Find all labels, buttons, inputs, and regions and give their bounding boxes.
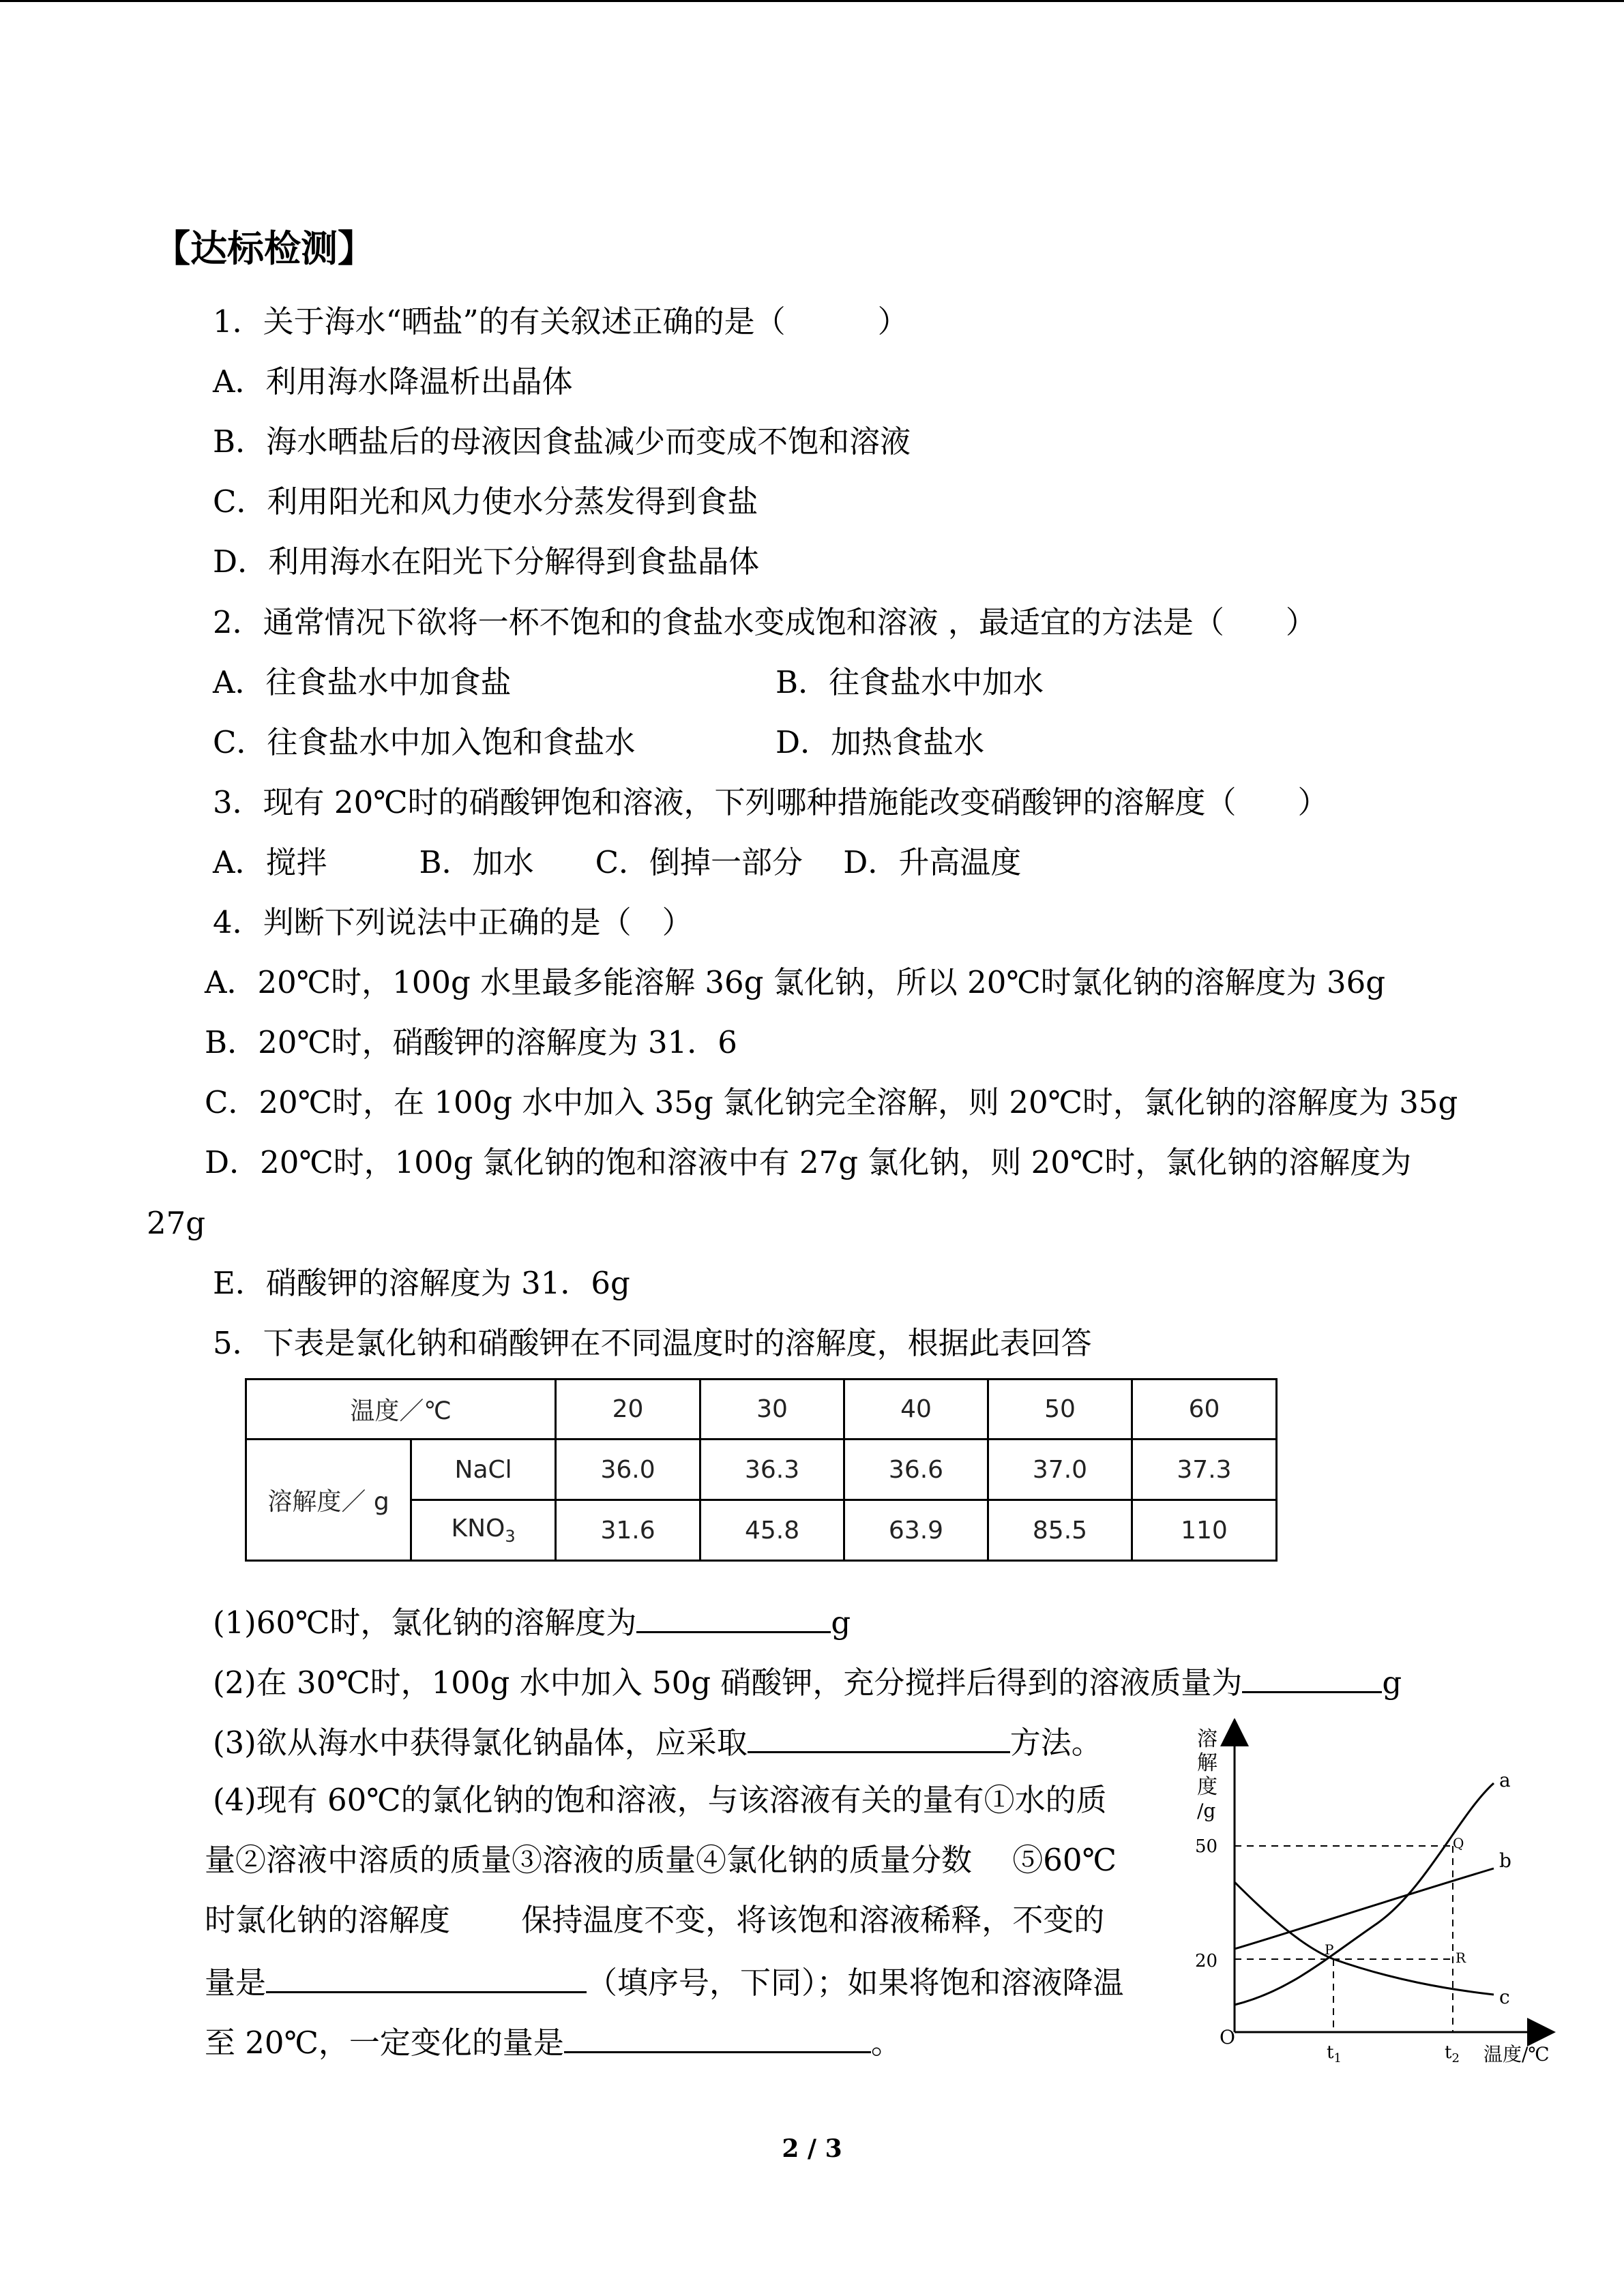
t2-label	[1445, 2042, 1460, 2066]
subquestion-4-text: 量是	[205, 1965, 267, 2001]
section-heading: 【达标检测】	[153, 227, 374, 270]
temp-cell: 30	[700, 1380, 844, 1440]
q4-option-d-cont: 27g	[147, 1205, 206, 1241]
answer-blank-1[interactable]	[636, 1600, 831, 1633]
q4-option-a: A．20℃时，100g 水里最多能溶解 36g 氯化钠，所以 20℃时氯化钠的溶解度为 36g	[205, 964, 1386, 1000]
kno3-value: 31.6	[556, 1500, 700, 1561]
temp-cell: 20	[556, 1380, 700, 1440]
curve-a	[1235, 1783, 1494, 2005]
kno3-label-text: KNO	[451, 1514, 505, 1542]
answer-blank-3[interactable]	[748, 1720, 1010, 1753]
y-axis-label: /g	[1197, 1800, 1216, 1822]
t1-text: t	[1327, 2042, 1334, 2063]
answer-blank-4[interactable]	[266, 1960, 587, 1993]
q1-option-c: C．利用阳光和风力使水分蒸发得到食盐	[213, 483, 758, 520]
q2-option-b: B．往食盐水中加水	[776, 664, 1044, 700]
nacl-value: 36.3	[700, 1440, 844, 1500]
curve-b-label: b	[1499, 1849, 1511, 1872]
kno3-label-subscript: 3	[505, 1527, 516, 1547]
subquestion-3-text: (3)欲从海水中获得氯化钠晶体，应采取	[213, 1725, 748, 1761]
nacl-value: 36.6	[844, 1440, 988, 1500]
t1-label	[1327, 2042, 1342, 2066]
curve-c-label: c	[1499, 1986, 1510, 2008]
q1-option-a: A．利用海水降温析出晶体	[213, 363, 573, 400]
subquestion-1-text: (1)60℃时，氯化钠的溶解度为	[213, 1605, 637, 1641]
table-header-row	[246, 1380, 1277, 1440]
subquestion-4-suffix: 。	[870, 2025, 902, 2061]
solubility-table	[245, 1378, 1278, 1562]
kno3-value: 85.5	[988, 1500, 1132, 1561]
point-p-label: P	[1325, 1941, 1334, 1958]
question-4: 4．判断下列说法中正确的是（ ）	[213, 904, 693, 940]
q2-option-c: C．往食盐水中加入饱和食盐水	[213, 724, 636, 760]
question-5: 5．下表是氯化钠和硝酸钾在不同温度时的溶解度，根据此表回答	[213, 1325, 1092, 1361]
solubility-label: 溶解度／ g	[246, 1440, 411, 1561]
q1-option-d: D．利用海水在阳光下分解得到食盐晶体	[213, 543, 760, 580]
nacl-value: 36.0	[556, 1440, 700, 1500]
point-r-label: R	[1456, 1950, 1466, 1966]
q3-options: A．搅拌 B．加水 C．倒掉一部分 D．升高温度	[213, 844, 1022, 880]
curve-c	[1235, 1882, 1494, 1995]
curve-a-label: a	[1499, 1769, 1511, 1791]
subquestion-1	[213, 1600, 851, 1641]
solubility-curve-graph	[1173, 1718, 1569, 2080]
kno3-label	[411, 1500, 556, 1561]
origin-label: O	[1220, 2026, 1235, 2048]
table-row	[246, 1440, 1277, 1500]
subquestion-2	[213, 1660, 1402, 1701]
t2-subscript: 2	[1451, 2051, 1460, 2066]
kno3-value: 45.8	[700, 1500, 844, 1561]
top-border	[0, 0, 1624, 2]
answer-blank-2[interactable]	[1242, 1660, 1382, 1693]
subquestion-3	[213, 1720, 1102, 1761]
q2-option-a: A．往食盐水中加食盐	[213, 664, 512, 700]
y-axis-label: 度	[1197, 1775, 1217, 1799]
subquestion-4-text: 至 20℃，一定变化的量是	[205, 2025, 564, 2061]
q4-option-d: D．20℃时，100g 氯化钠的饱和溶液中有 27g 氯化钠，则 20℃时，氯化钠的溶解度为	[205, 1144, 1412, 1180]
subquestion-4-text-cont: （填序号，下同）；如果将饱和溶液降温	[587, 1965, 1124, 2001]
q2-option-d: D．加热食盐水	[776, 724, 985, 760]
nacl-value: 37.0	[988, 1440, 1132, 1500]
q4-option-b: B．20℃时，硝酸钾的溶解度为 31．6	[205, 1024, 737, 1060]
subquestion-4-line2: 量②溶液中溶质的质量③溶液的质量④氯化钠的质量分数 ⑤60℃	[205, 1842, 1117, 1878]
t1-subscript: 1	[1333, 2051, 1342, 2066]
question-2: 2．通常情况下欲将一杯不饱和的食盐水变成饱和溶液 ，最适宜的方法是（ ）	[213, 604, 1316, 640]
temp-cell: 40	[844, 1380, 988, 1440]
nacl-label: NaCl	[411, 1440, 556, 1500]
temp-cell: 60	[1132, 1380, 1276, 1440]
q1-option-b: B．海水晒盐后的母液因食盐减少而变成不饱和溶液	[213, 423, 911, 460]
page-number: 2 / 3	[782, 2134, 842, 2163]
answer-blank-5[interactable]	[564, 2020, 871, 2053]
kno3-value: 63.9	[844, 1500, 988, 1561]
x-axis-label: 温度/℃	[1483, 2043, 1550, 2066]
subquestion-1-unit: g	[831, 1605, 851, 1641]
tick-50: 50	[1195, 1836, 1218, 1857]
subquestion-3-suffix: 方法。	[1009, 1725, 1102, 1761]
subquestion-4-line1: (4)现有 60℃的氯化钠的饱和溶液，与该溶液有关的量有①水的质	[213, 1782, 1107, 1818]
subquestion-4-line5	[205, 2020, 902, 2061]
subquestion-4-line3: 时氯化钠的溶解度 保持温度不变，将该饱和溶液稀释，不变的	[205, 1902, 1105, 1938]
y-axis-label: 溶	[1197, 1727, 1217, 1751]
subquestion-4-line4	[205, 1960, 1124, 2001]
subquestion-2-text: (2)在 30℃时，100g 水中加入 50g 硝酸钾，充分搅拌后得到的溶液质量为	[213, 1665, 1243, 1701]
question-1: 1．关于海水“晒盐”的有关叙述正确的是（ ）	[213, 303, 909, 340]
nacl-value: 37.3	[1132, 1440, 1276, 1500]
q4-option-c: C．20℃时，在 100g 水中加入 35g 氯化钠完全溶解，则 20℃时，氯化钠的溶解度为 35g	[205, 1084, 1458, 1120]
temp-cell: 50	[988, 1380, 1132, 1440]
curve-b	[1235, 1868, 1494, 1949]
point-q-label: Q	[1453, 1835, 1464, 1851]
t2-text: t	[1445, 2042, 1452, 2063]
temperature-header: 温度／℃	[246, 1380, 556, 1440]
q4-option-e: E．硝酸钾的溶解度为 31．6g	[213, 1265, 630, 1301]
question-3: 3．现有 20℃时的硝酸钾饱和溶液，下列哪种措施能改变硝酸钾的溶解度（ ）	[213, 784, 1329, 820]
subquestion-2-unit: g	[1382, 1665, 1402, 1701]
y-axis-label: 解	[1197, 1751, 1217, 1775]
kno3-value: 110	[1132, 1500, 1276, 1561]
tick-20: 20	[1195, 1951, 1218, 1971]
